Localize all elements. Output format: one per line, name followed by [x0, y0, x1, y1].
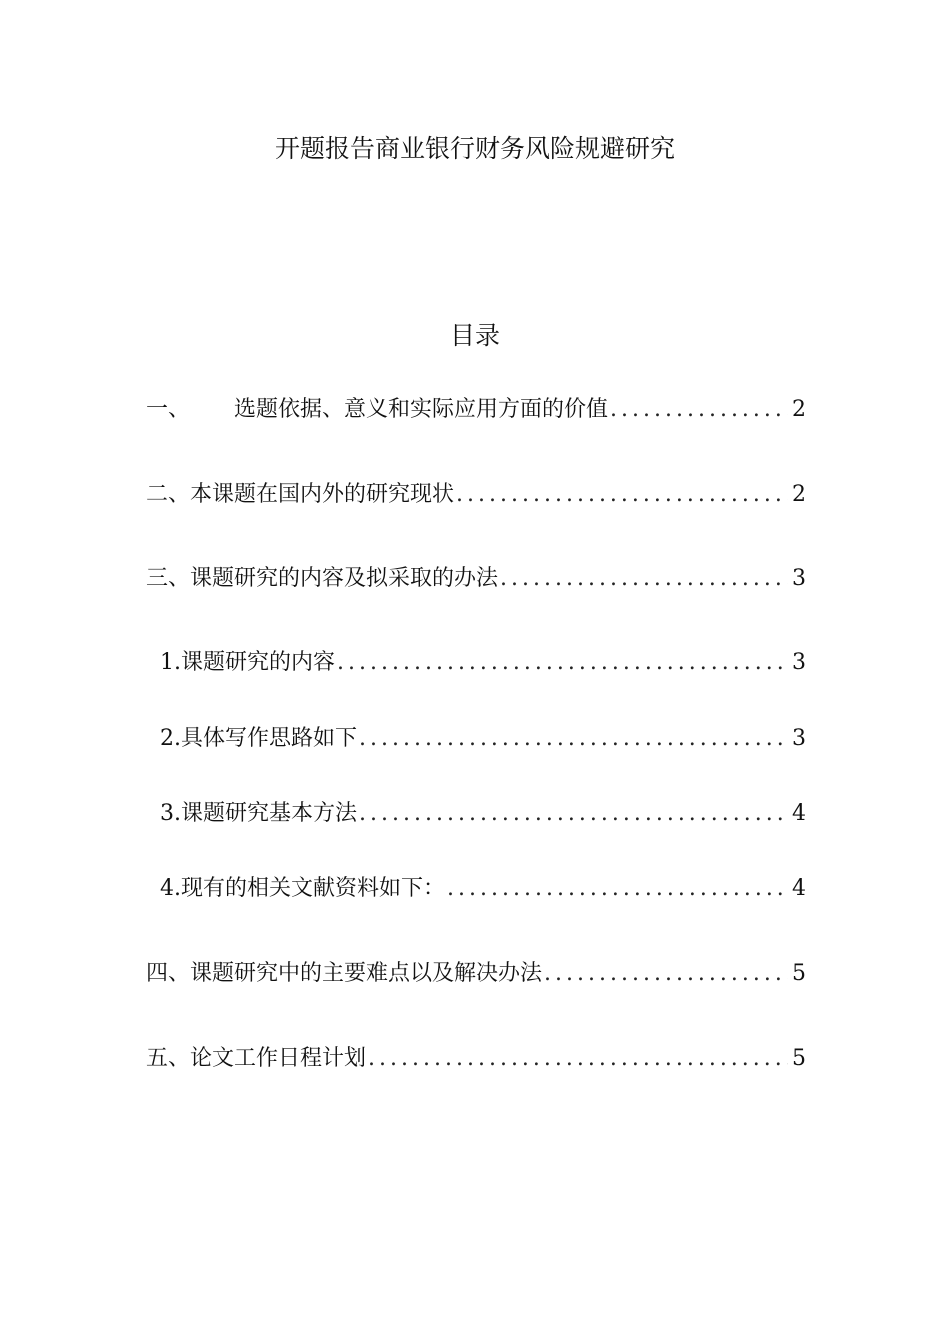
- toc-entry-number: 五、: [146, 1046, 191, 1071]
- toc-leader-dots: [337, 647, 788, 679]
- toc-entry-page: 5: [792, 1046, 806, 1071]
- toc-entry-number: 二、: [146, 482, 191, 507]
- toc-entry-text: 课题研究中的主要难点以及解决办法: [190, 961, 543, 986]
- toc-entry-text: 选题依据、意义和实际应用方面的价值: [234, 397, 609, 422]
- toc-entry-page: 2: [792, 482, 806, 507]
- toc-entry-text: 论文工作日程计划: [190, 1046, 367, 1071]
- toc-entry-page: 4: [792, 876, 806, 901]
- toc-heading: 目录: [449, 321, 500, 350]
- toc-entry-3-2[interactable]: [160, 723, 806, 755]
- toc-leader-dots: [359, 723, 788, 755]
- toc-entry-number: 一、: [146, 397, 191, 422]
- toc-leader-dots: [610, 394, 788, 426]
- toc-entry-text: 课题研究基本方法: [181, 801, 358, 826]
- toc-entry-text: 课题研究的内容: [181, 650, 336, 675]
- toc-entry-number: 2.: [160, 726, 181, 751]
- toc-entry-page: 5: [792, 961, 806, 986]
- toc-entry-2[interactable]: [146, 479, 806, 511]
- toc-entry-number: 1.: [160, 650, 181, 675]
- toc-entry-number: 4.: [160, 876, 181, 901]
- toc-entry-text: 本课题在国内外的研究现状: [190, 482, 455, 507]
- toc-leader-dots: [447, 873, 788, 905]
- toc-entry-1[interactable]: [146, 394, 806, 426]
- toc-leader-dots: [456, 479, 788, 511]
- toc-entry-text: 现有的相关文献资料如下：: [181, 876, 446, 901]
- toc-leader-dots: [544, 958, 788, 990]
- toc-entry-3-3[interactable]: [160, 798, 806, 830]
- toc-entry-3-1[interactable]: [160, 647, 806, 679]
- toc-entry-page: 2: [792, 397, 806, 422]
- toc-entry-page: 3: [792, 650, 806, 675]
- toc-entry-5[interactable]: [146, 1043, 806, 1075]
- toc-entry-3-4[interactable]: [160, 873, 806, 905]
- toc-entry-page: 3: [792, 566, 806, 591]
- toc-entry-number: 三、: [146, 566, 191, 591]
- toc-entry-text: 具体写作思路如下: [181, 726, 358, 751]
- toc-entry-number: 3.: [160, 801, 181, 826]
- toc-leader-dots: [368, 1043, 788, 1075]
- toc-leader-dots: [500, 563, 788, 595]
- toc-leader-dots: [359, 798, 788, 830]
- toc-entry-number: 四、: [146, 961, 191, 986]
- document-title: 开题报告商业银行财务风险规避研究: [274, 134, 675, 163]
- toc-entry-page: 3: [792, 726, 806, 751]
- toc-entry-page: 4: [792, 801, 806, 826]
- toc-entry-3[interactable]: [146, 563, 806, 595]
- toc-entry-text: 课题研究的内容及拟采取的办法: [190, 566, 499, 591]
- toc-entry-4[interactable]: [146, 958, 806, 990]
